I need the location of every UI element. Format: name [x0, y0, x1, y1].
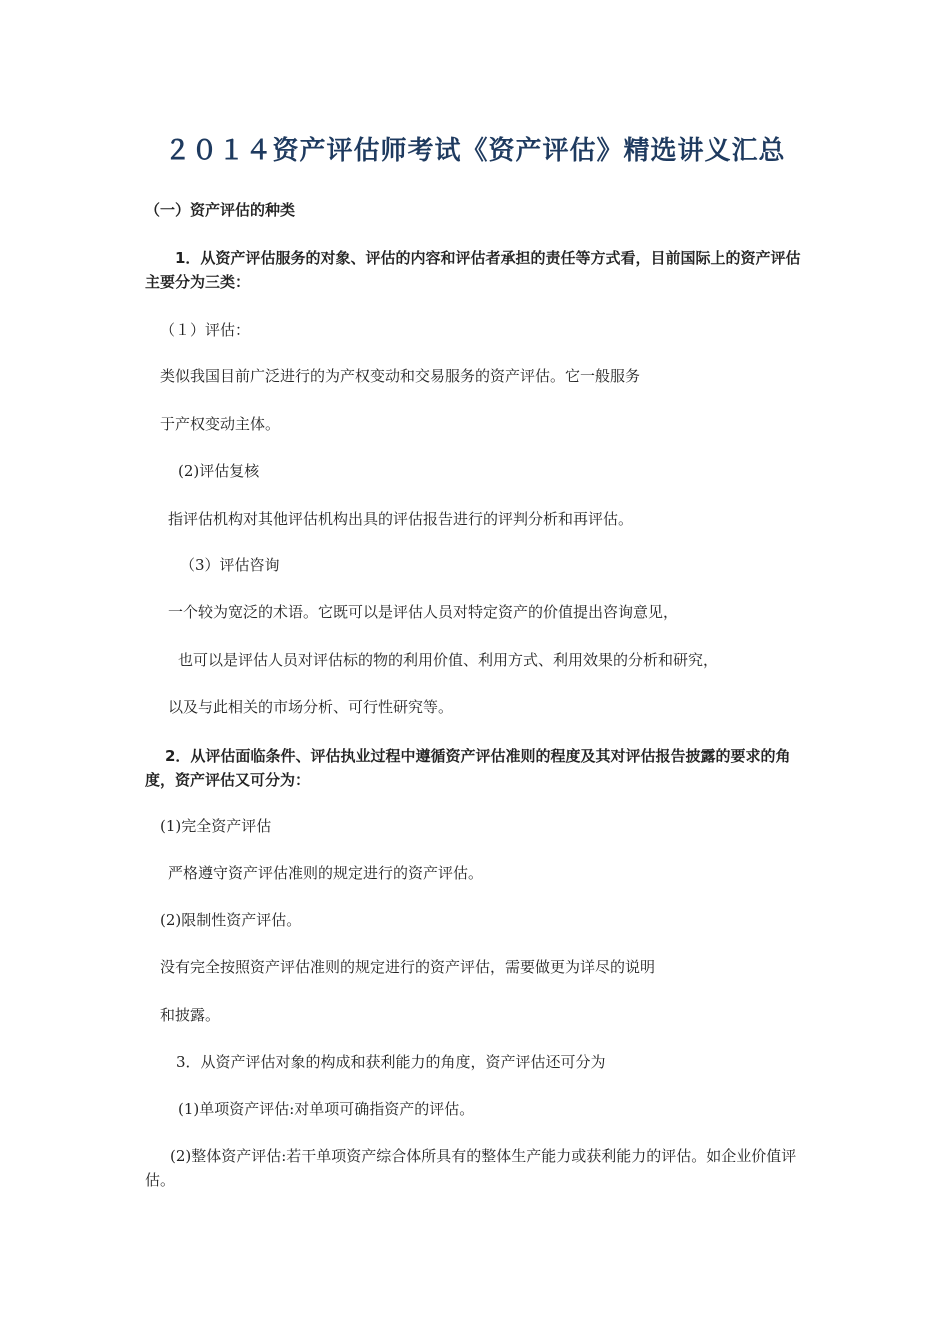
item-1-2-text: 指评估机构对其他评估机构出具的评估报告进行的评判分析和再评估。 — [168, 510, 634, 528]
item-2-1-text: 严格遵守资产评估准则的规定进行的资产评估。 — [168, 864, 484, 882]
item-3-2-paragraph: (2)整体资产评估:若干单项资产综合体所具有的整体生产能力或获利能力的评估。如企业价值评估。 — [145, 1147, 797, 1189]
item-1-3-line-1: 一个较为宽泛的术语。它既可以是评估人员对特定资产的价值提出咨询意见， — [168, 603, 679, 621]
document-title: ２０１４资产评估师考试《资产评估》精选讲义汇总 — [164, 136, 786, 166]
item-3-1-text: (1)单项资产评估:对单项可确指资产的评估。 — [178, 1100, 475, 1118]
item-1-3-line-2: 也可以是评估人员对评估标的物的利用价值、利用方式、利用效果的分析和研究， — [178, 651, 719, 669]
section-heading: （一）资产评估的种类 — [145, 201, 296, 219]
point-3-text: 3．从资产评估对象的构成和获利能力的角度，资产评估还可分为 — [176, 1053, 606, 1071]
item-1-1-line-2: 于产权变动主体。 — [160, 415, 281, 433]
item-2-1-title: (1)完全资产评估 — [160, 817, 272, 835]
item-1-1-title: （１）评估： — [160, 321, 251, 339]
item-2-2-title: (2)限制性资产评估。 — [160, 911, 302, 929]
item-1-2-title: (2)评估复核 — [178, 462, 260, 480]
item-1-1-line-1: 类似我国目前广泛进行的为产权变动和交易服务的资产评估。它一般服务 — [160, 367, 641, 385]
point-2-paragraph: 2．从评估面临条件、评估执业过程中遵循资产评估准则的程度及其对评估报告披露的要求的角度，资产评估又可分为： — [145, 747, 791, 789]
point-1-paragraph: 1．从资产评估服务的对象、评估的内容和评估者承担的责任等方式看，目前国际上的资产评估主要分为三类： — [145, 249, 801, 291]
item-2-2-line-1: 没有完全按照资产评估准则的规定进行的资产评估，需要做更为详尽的说明 — [160, 958, 656, 976]
item-1-3-title: （3）评估咨询 — [180, 556, 280, 574]
item-2-2-line-2: 和披露。 — [160, 1006, 221, 1024]
item-1-3-line-3: 以及与此相关的市场分析、可行性研究等。 — [168, 698, 454, 716]
